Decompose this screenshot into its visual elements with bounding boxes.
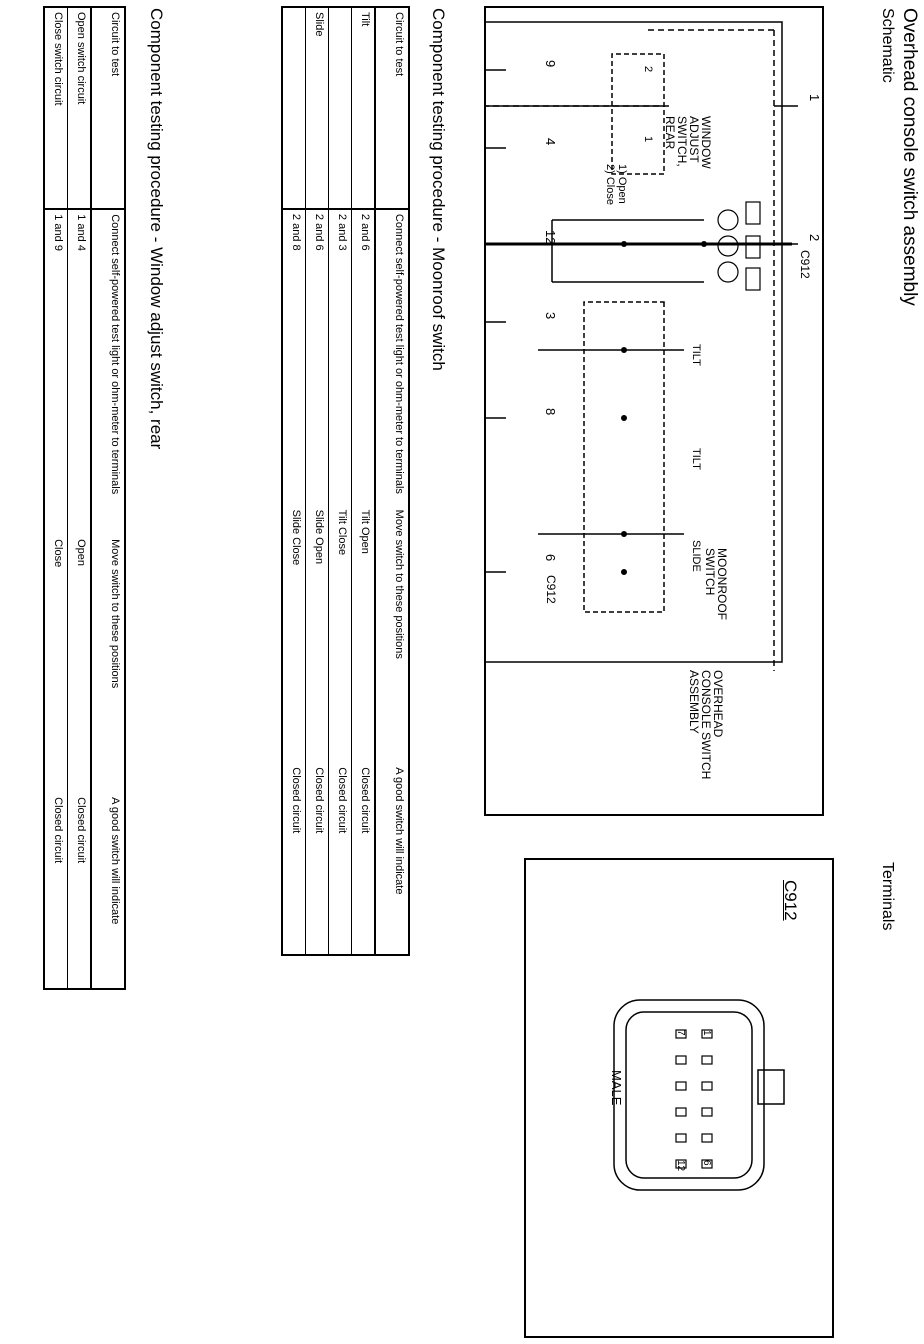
schematic-diagram [484,6,824,816]
connector-gender: MALE [609,1070,624,1106]
window-table [43,6,126,990]
indicator-lamp-c [718,262,738,282]
connector-latch [758,1070,784,1104]
terminal-pin-7: 7 [675,1030,686,1036]
pin-label-bottom-12: 12 [543,230,558,245]
table-header-row [375,7,409,955]
connector-label-top: C912 [798,250,812,279]
terminals-connector-label: C912 [781,880,800,921]
tilt-label-a: TILT [690,344,702,366]
junction-dot [621,569,627,575]
connector-inner [626,1012,752,1178]
pin-label-bottom-4: 4 [543,138,558,146]
resistor-c [746,268,760,290]
header-cell: Connect self-powered test light or ohm-meter to terminals [375,209,409,506]
junction-dot [701,241,707,247]
header-cell: Move switch to these positions [375,506,409,764]
pin-label-bottom-8: 8 [543,408,558,416]
moonroof-table [281,6,410,956]
table-row: Open switch circuit 1 and 4 Open Closed circuit [68,7,92,989]
header-cell: Move switch to these positions [91,535,125,793]
page-title: Overhead console switch assembly [899,8,920,306]
header-cell: Circuit to test [375,7,409,209]
window-contact-2: 2 [642,66,654,73]
junction-dot [621,531,627,537]
window-positions-label: 1) Open 2) Close [604,164,628,205]
window-switch-box [612,54,664,174]
schematic-heading: Schematic [879,8,896,83]
terminals-heading: Terminals [879,862,896,931]
table-row: 2 and 3 Tilt Close Closed circuit [329,7,352,955]
header-cell: A good switch will indicate [375,763,409,955]
indicator-lamp-a [718,210,738,230]
connector-body [614,1000,764,1190]
header-cell: Circuit to test [91,7,125,209]
table-row: Slide 2 and 6 Slide Open Closed circuit [306,7,329,955]
pin-label-top-1: 1 [807,94,822,102]
moonroof-table-title: Component testing procedure - Moonroof switch [429,8,448,371]
moonroof-switch-label: MOONROOF SWITCH [703,548,729,620]
table-row: Tilt 2 and 6 Tilt Open Closed circuit [352,7,376,955]
indicator-lamp-b [718,236,738,256]
table-row: 2 and 8 Slide Close Closed circuit [282,7,306,955]
terminal-pin-6: 6 [701,1160,712,1166]
junction-dot [621,347,627,353]
header-cell: Connect self-powered test light or ohm-meter to terminals [91,209,125,535]
table-header-row [91,7,125,989]
pin-label-bottom-6: 6 [543,554,558,562]
junction-dot [621,241,627,247]
resistor-b [746,236,760,258]
assembly-outline [484,22,782,662]
connector-drawing [574,960,794,1220]
pin-label-bottom-9: 9 [543,60,558,68]
junction-dot [621,415,627,421]
terminal-pin-12: 12 [675,1160,686,1172]
tilt-label-b: TILT [690,448,702,470]
slide-label: SLIDE [690,540,702,572]
pin-label-bottom-3: 3 [543,312,558,320]
pin-label-top-2: 2 [807,234,822,242]
assembly-label: OVERHEAD CONSOLE SWITCH ASSEMBLY [687,670,725,780]
window-contact-1: 1 [642,136,654,143]
window-table-title: Component testing procedure - Window adjust switch, rear [147,8,166,450]
window-switch-label: WINDOW ADJUST SWITCH, REAR [663,116,713,169]
resistor-a [746,202,760,224]
connector-label-bottom: C912 [544,575,558,604]
terminal-pin-1: 1 [701,1030,712,1036]
table-row: Close switch circuit 1 and 9 Close Closed circuit [44,7,68,989]
header-cell: A good switch will indicate [91,793,125,989]
